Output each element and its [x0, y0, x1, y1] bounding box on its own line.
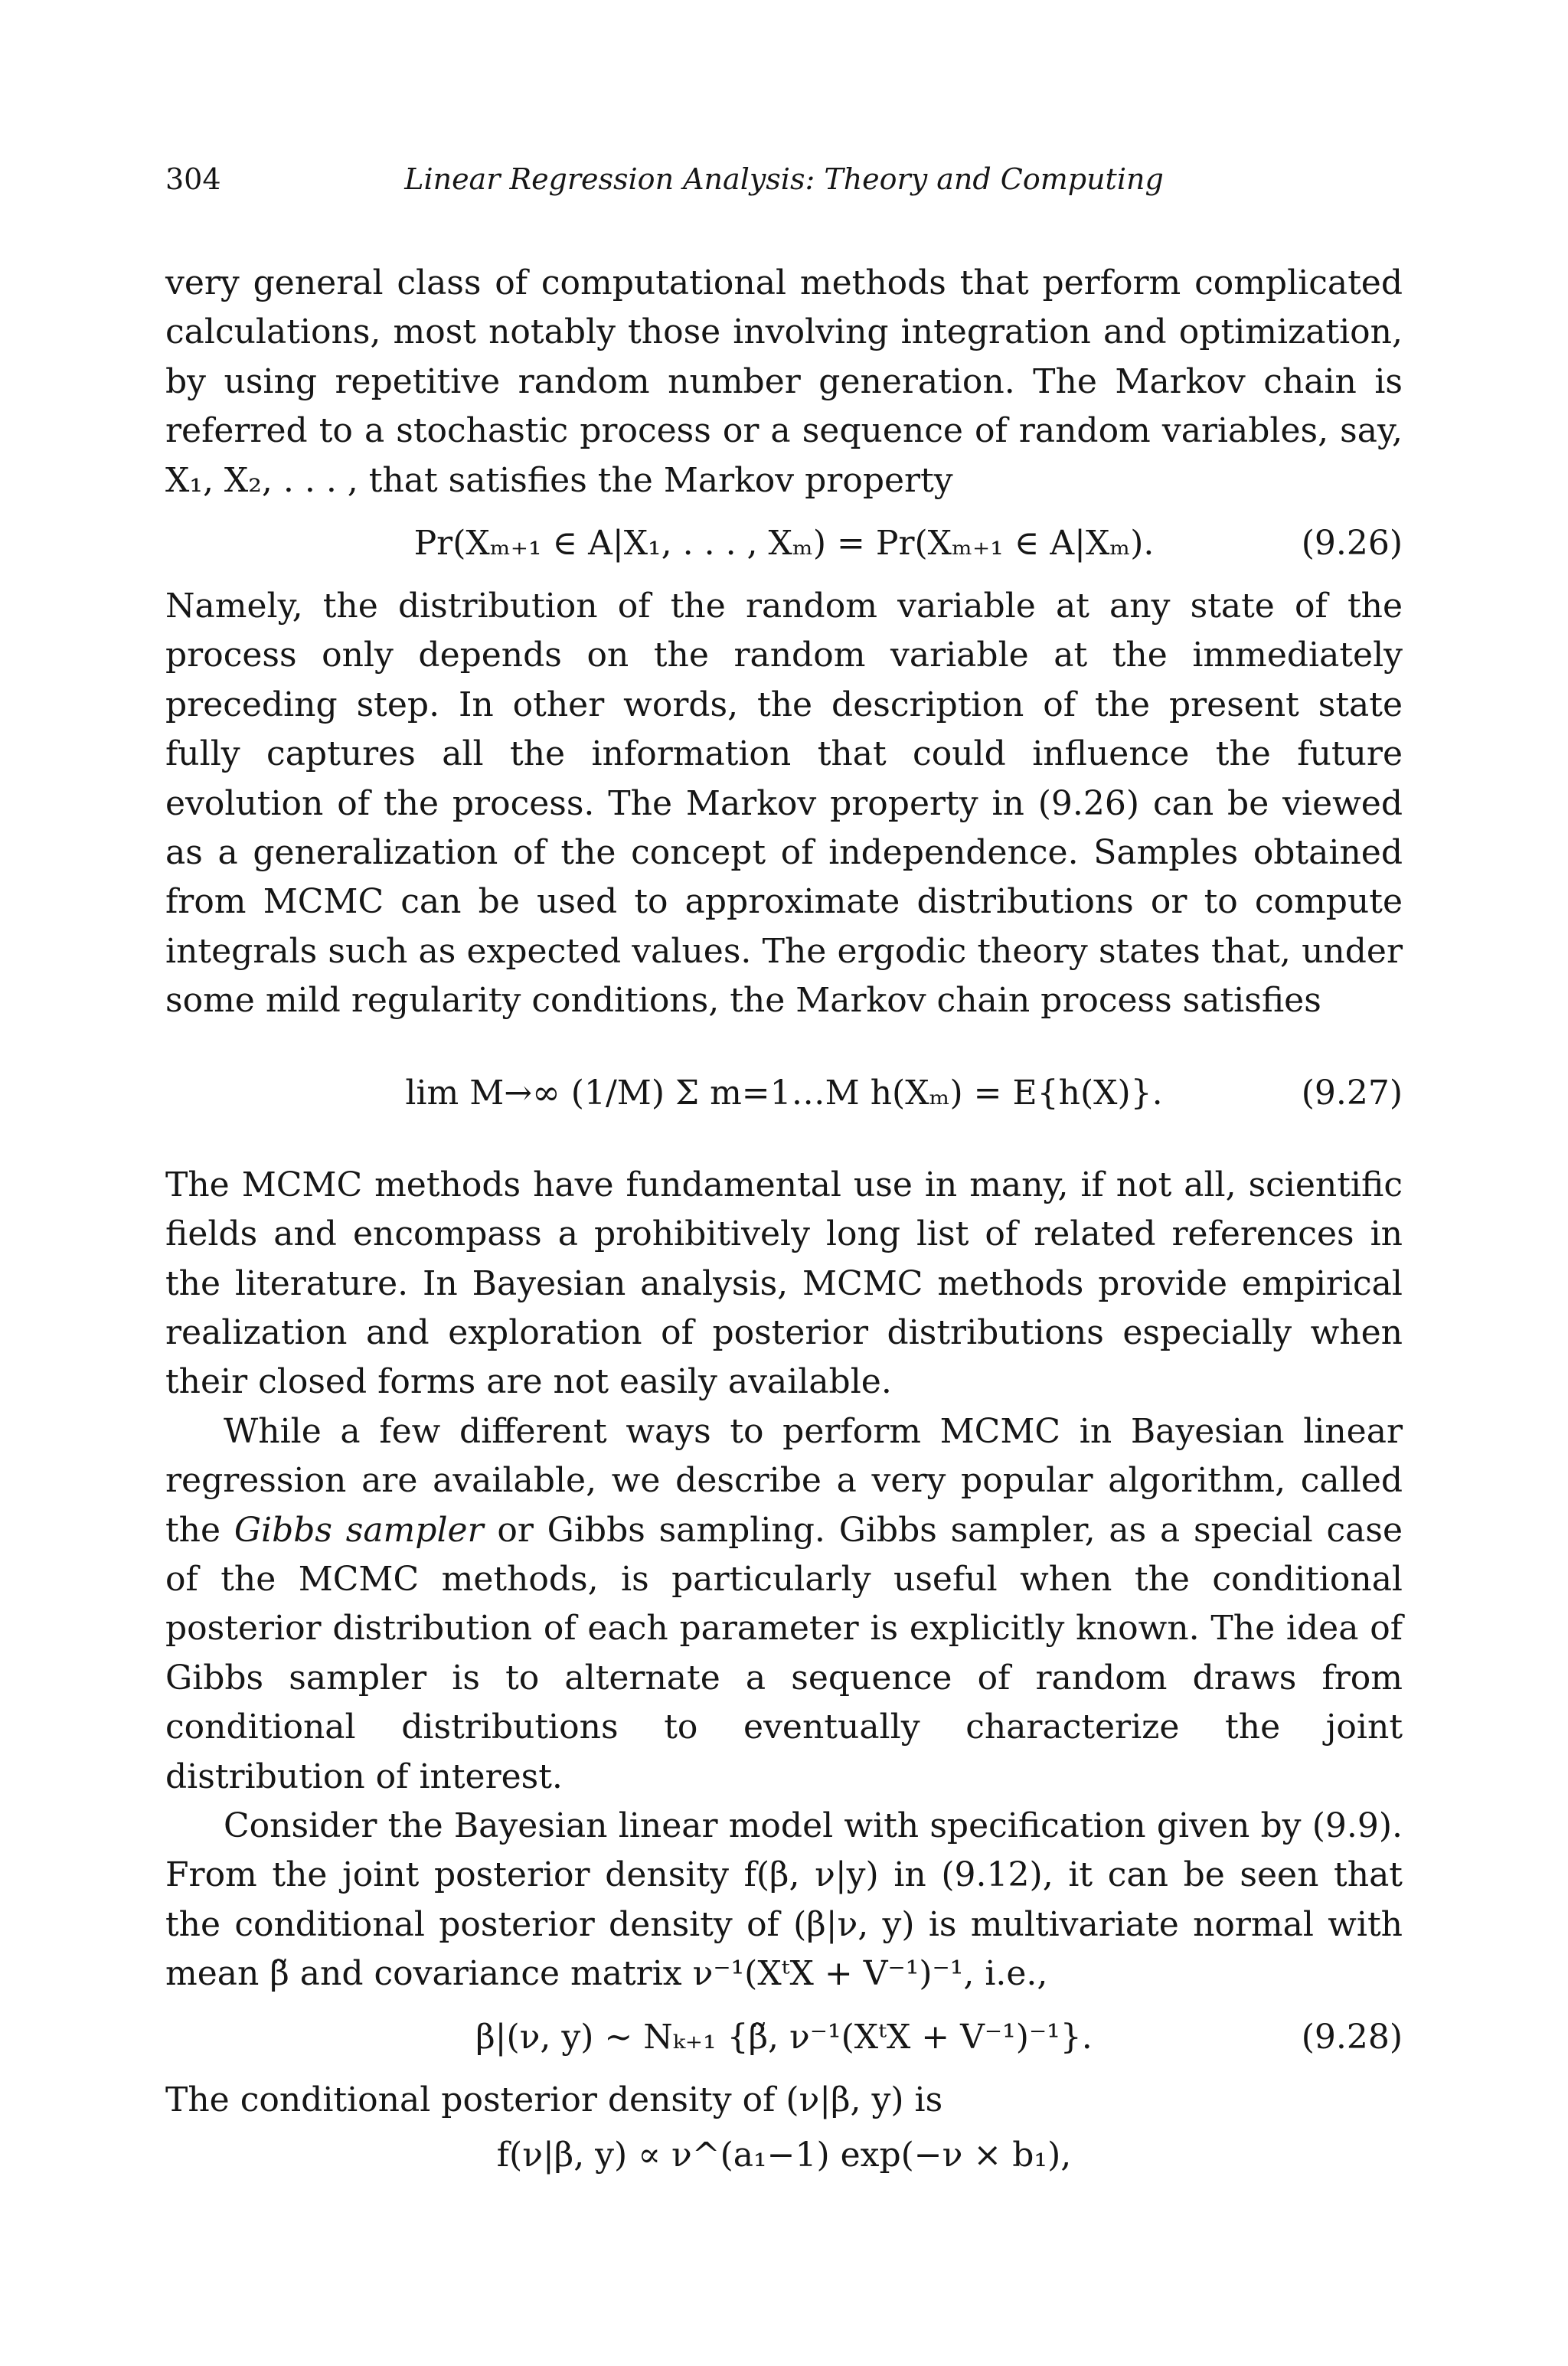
equation-9-27: [165, 1026, 1403, 1161]
equation-9-26-formula: Pr(Xₘ₊₁ ∈ A|X₁, . . . , Xₘ) = Pr(Xₘ₊₁ ∈ A|Xₘ).: [413, 524, 1155, 564]
equation-conditional-nu-formula: f(ν|β, y) ∝ ν^(a₁−1) exp(−ν × b₁),: [496, 2136, 1072, 2175]
paragraph-gibbs-sampler: [165, 1407, 1403, 1802]
equation-conditional-nu: [165, 2125, 1403, 2186]
equation-9-27-formula: lim M→∞ (1/M) Σ m=1…M h(Xₘ) = E{h(X)}.: [405, 1073, 1163, 1113]
equation-9-26: [165, 505, 1403, 582]
book-title: Linear Regression Analysis: Theory and Computing: [404, 162, 1164, 196]
gibbs-text-before: While a few different ways to perform MCMC in Bayesian linear regression are available, we describe a very popular algorithm, called the: [165, 1411, 1403, 1550]
paragraph-conditional-density: The conditional posterior density of (ν|β, y) is: [165, 2080, 943, 2119]
paragraph-bayesian-model: Consider the Bayesian linear model with specification given by (9.9). From the joint posterior density f(β, ν|y) in (9.12), it can be seen that the conditional posterior density of (β|ν, y) is multivariate normal with mean β̃ and covariance matrix ν⁻¹(XᵗX + V⁻¹)⁻¹, i.e.,: [165, 1806, 1403, 1994]
paragraph-markov-property: Namely, the distribution of the random variable at any state of the process only depends on the random variable at the immediately preceding step. In other words, the description of the present state fully captures all the information that could influence the future evolution of the process. The Markov property in (9.26) can be viewed as a generalization of the concept of independence. Samples obtained from MCMC can be used to approximate distributions or to compute integrals such as expected values. The ergodic theory states that, under some mild regularity conditions, the Markov chain process satisfies: [165, 587, 1403, 1021]
equation-9-28-formula: β|(ν, y) ∼ Nₖ₊₁ {β̃, ν⁻¹(XᵗX + V⁻¹)⁻¹}.: [475, 2017, 1093, 2057]
gibbs-sampler-emphasis: Gibbs sampler: [234, 1510, 484, 1550]
equation-9-26-number: (9.26): [1301, 524, 1403, 564]
page-number: 304: [165, 162, 221, 196]
gibbs-text-after: or Gibbs sampling. Gibbs sampler, as a special case of the MCMC methods, is particularly useful when the conditional posterior distribution of each parameter is explicitly known. The idea of Gibbs sampler is to alternate a sequence of random draws from conditional distributions to eventually characterize the joint distribution of interest.: [165, 1510, 1403, 1796]
equation-9-28-number: (9.28): [1301, 2017, 1403, 2057]
equation-9-27-number: (9.27): [1301, 1073, 1403, 1113]
paragraph-mcmc-intro: very general class of computational methods that perform complicated calculations, most notably those involving integration and optimization, by using repetitive random number generation. The Markov chain is referred to a stochastic process or a sequence of random variables, say, X₁, X₂, . . . , that satisfies the Markov property: [165, 263, 1403, 500]
paragraph-mcmc-use: The MCMC methods have fundamental use in many, if not all, scientific fields and encompass a prohibitively long list of related references in the literature. In Bayesian analysis, MCMC methods provide empirical realization and exploration of posterior distributions especially when their closed forms are not easily available.: [165, 1165, 1403, 1402]
body-text: [165, 259, 1403, 2186]
equation-9-28: [165, 1999, 1403, 2076]
running-head: [165, 158, 1403, 201]
